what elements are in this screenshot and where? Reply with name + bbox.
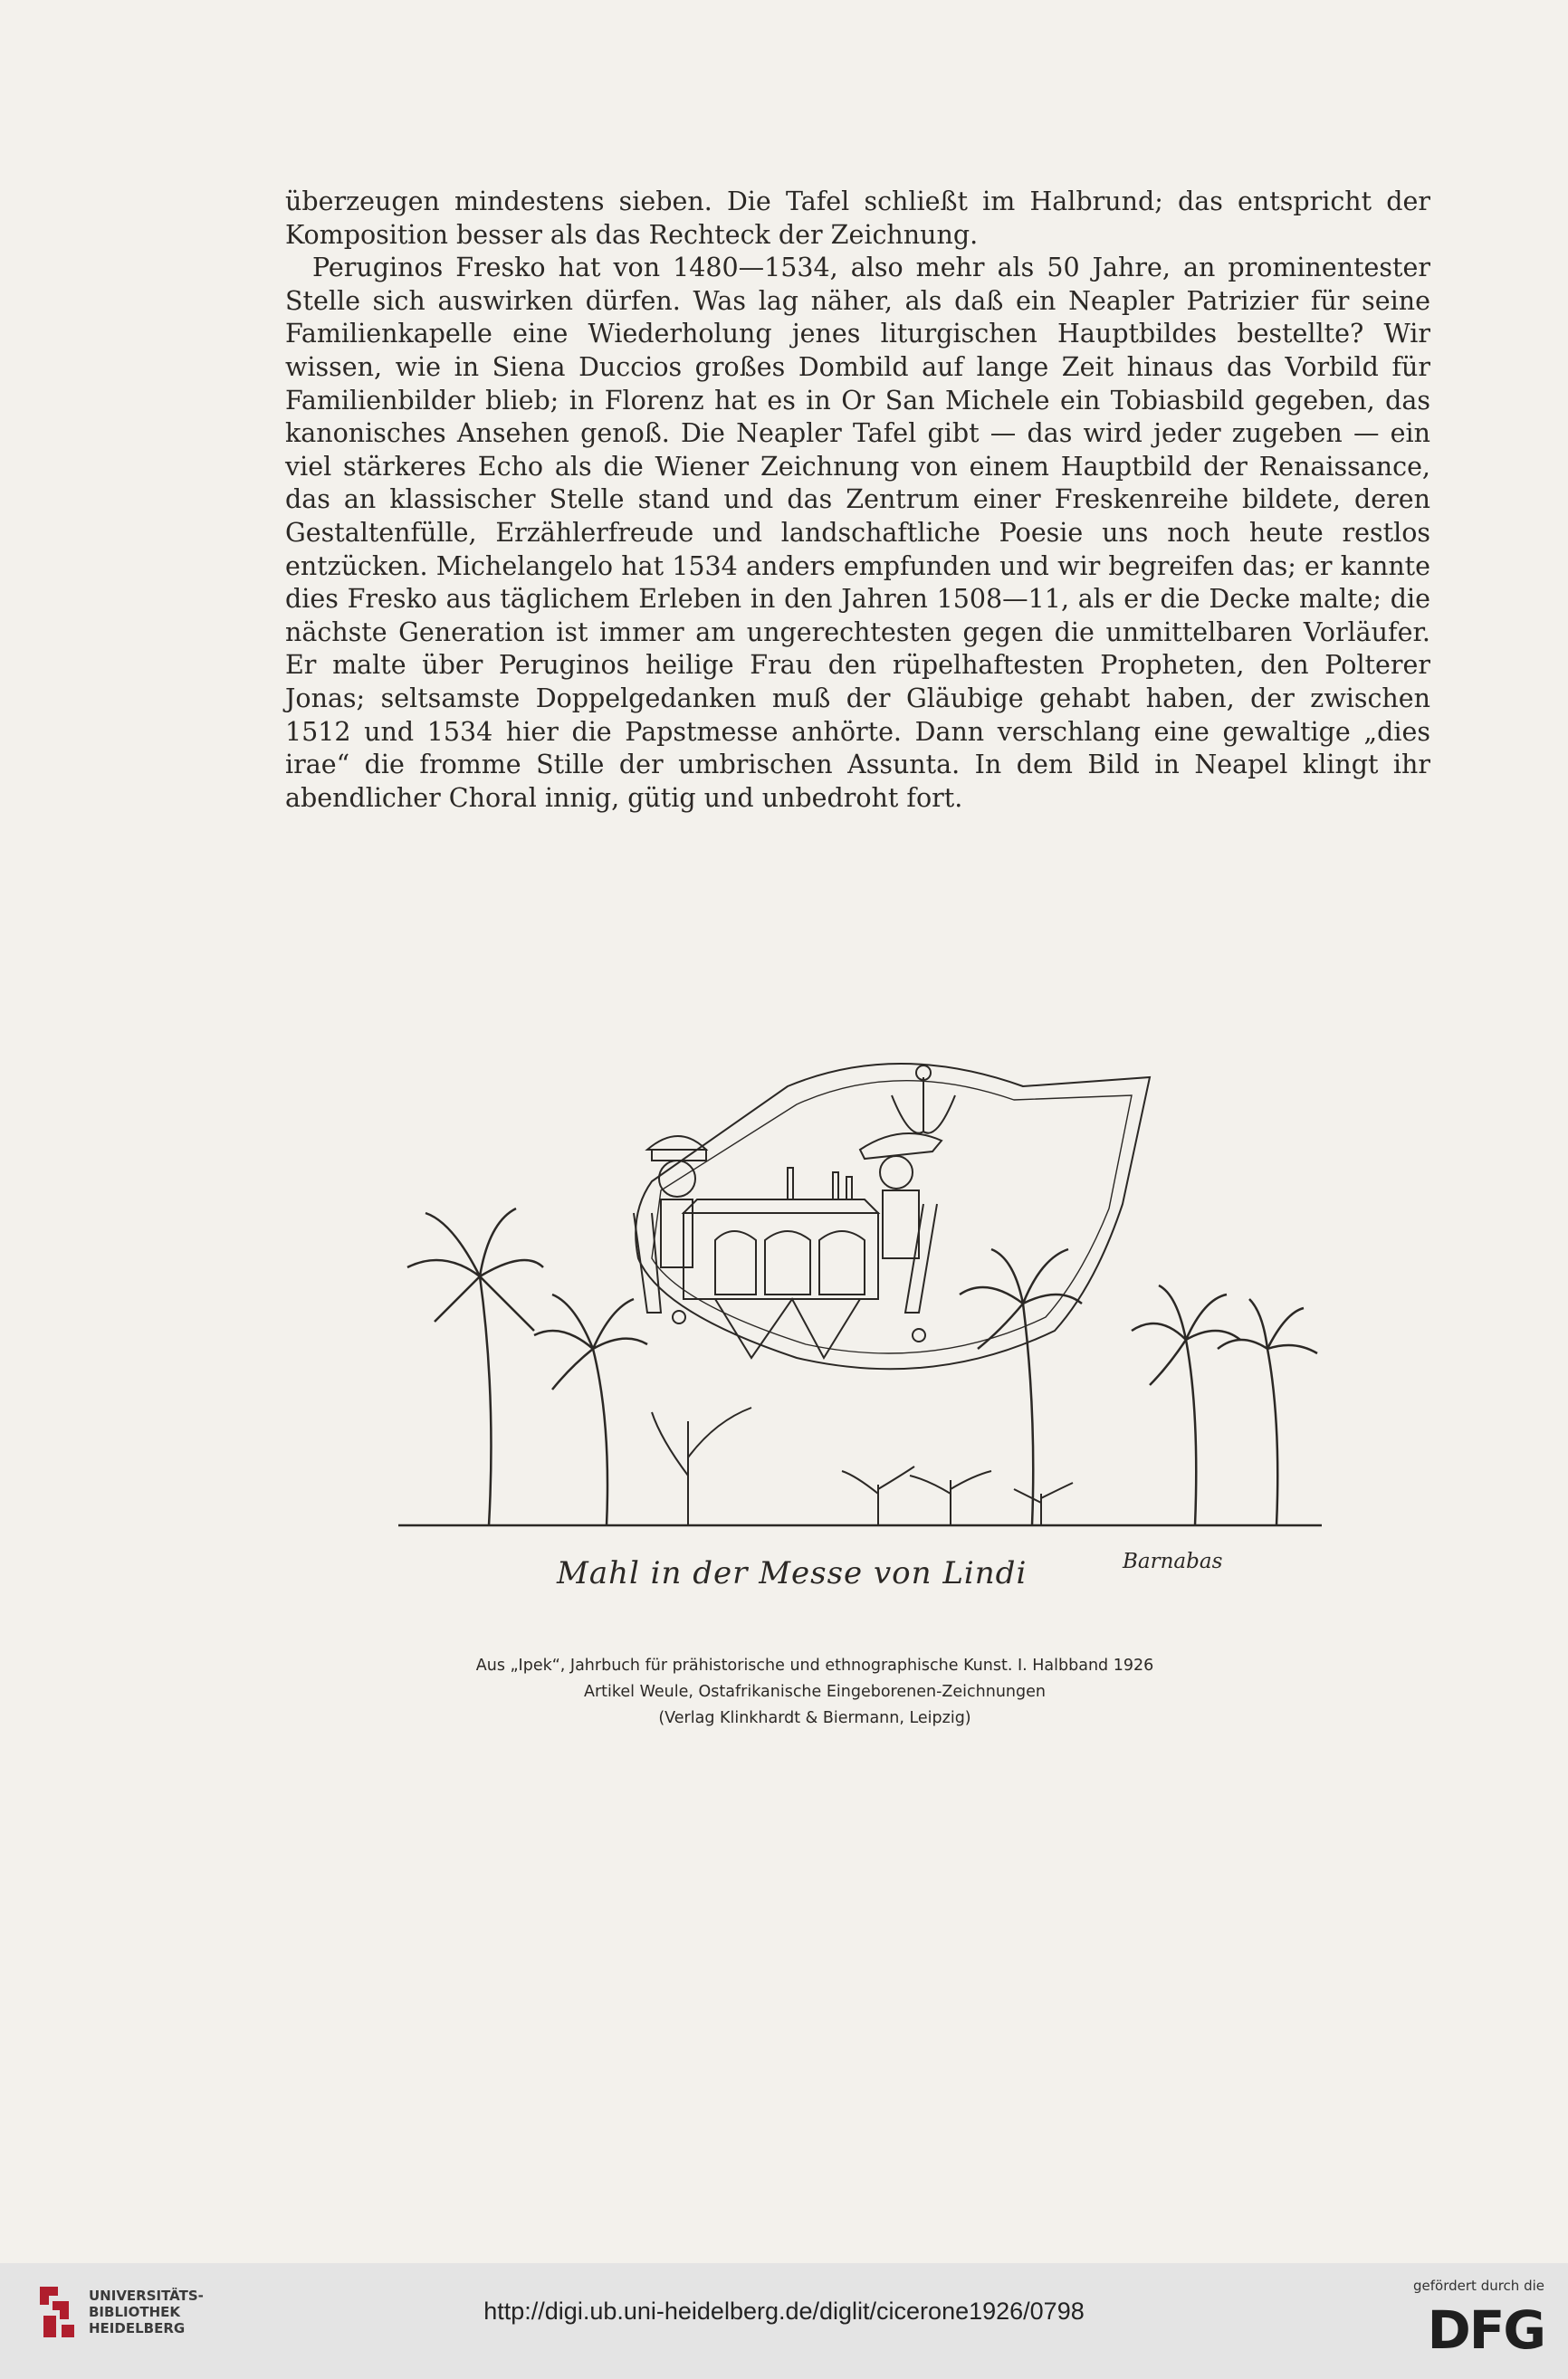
source-credit (344, 1653, 1286, 1732)
figure-caption-artist: Barnabas (1123, 1550, 1223, 1573)
permalink-url[interactable]: http://digi.ub.uni-heidelberg.de/diglit/cicerone1926/0798 (483, 2298, 1085, 2325)
source-credit-line-3: (Verlag Klinkhardt & Biermann, Leipzig) (658, 1709, 971, 1727)
paragraph-1: überzeugen mindestens sieben. Die Tafel schließt im Halbrund; das entspricht der Komposition besser als das Rechteck der Zeichnung. (285, 186, 1430, 250)
ub-name-line-3: HEIDELBERG (89, 2320, 186, 2336)
source-credit-line-2: Artikel Weule, Ostafrikanische Eingeborenen-Zeichnungen (584, 1683, 1046, 1701)
funded-by-label: gefördert durch die (1413, 2278, 1544, 2294)
dfg-logo-icon[interactable] (1400, 2301, 1544, 2355)
ub-name-line-2: BIBLIOTHEK (89, 2304, 180, 2320)
drawing-illustration (389, 987, 1331, 1530)
body-text (285, 186, 1430, 815)
paragraph-2: Peruginos Fresko hat von 1480—1534, also mehr als 50 Jahre, an prominentester Stelle sich auswirken dürfen. Was lag näher, als daß ein Neapler Patrizier für seine Familienkapelle eine Wiederholung jenes liturgischen Hauptbildes bestellte? Wir wissen, wie in Siena Duccios großes Dombild auf lange Zeit hinaus das Vorbild für Familienbilder blieb; in Florenz hat es in Or San Michele ein Tobiasbild gegeben, das kanonisches Ansehen genoß. Die Neapler Tafel gibt — das wird jeder zugeben — ein viel stärkeres Echo als die Wiener Zeichnung von einem Hauptbild der Renaissance, das an klassischer Stelle stand und das Zentrum einer Freskenreihe bildete, deren Gestaltenfülle, Erzählerfreude und landschaftliche Poesie uns noch heute restlos entzücken. Michelangelo hat 1534 anders empfunden und wir begreifen das; er kannte dies Fresko aus täglichem Erleben in den Jahren 1508—11, als er die Decke malte; die nächste Generation ist immer am ungerechtesten gegen die unmittelbaren Vorläufer. Er malte über Peruginos heilige Frau den rüpelhaftesten Propheten, den Polterer Jonas; seltsamste Doppelgedanken muß der Gläubige gehabt haben, der zwischen 1512 und 1534 hier die Papstmesse anhörte. Dann verschlang eine gewaltige „dies irae“ die fromme Stille der umbrischen Assunta. In dem Bild in Neapel klingt ihr abendlicher Choral innig, gütig und unbedroht fort. (285, 253, 1430, 813)
ub-name-line-1: UNIVERSITÄTS- (89, 2288, 204, 2304)
dfg-logo-text: DFG (1427, 2301, 1544, 2355)
source-credit-line-1: Aus „Ipek“, Jahrbuch für prähistorische und ethnographische Kunst. I. Halbband 1926 (475, 1657, 1154, 1675)
figure-caption-title: Mahl in der Messe von Lindi (557, 1555, 1028, 1591)
